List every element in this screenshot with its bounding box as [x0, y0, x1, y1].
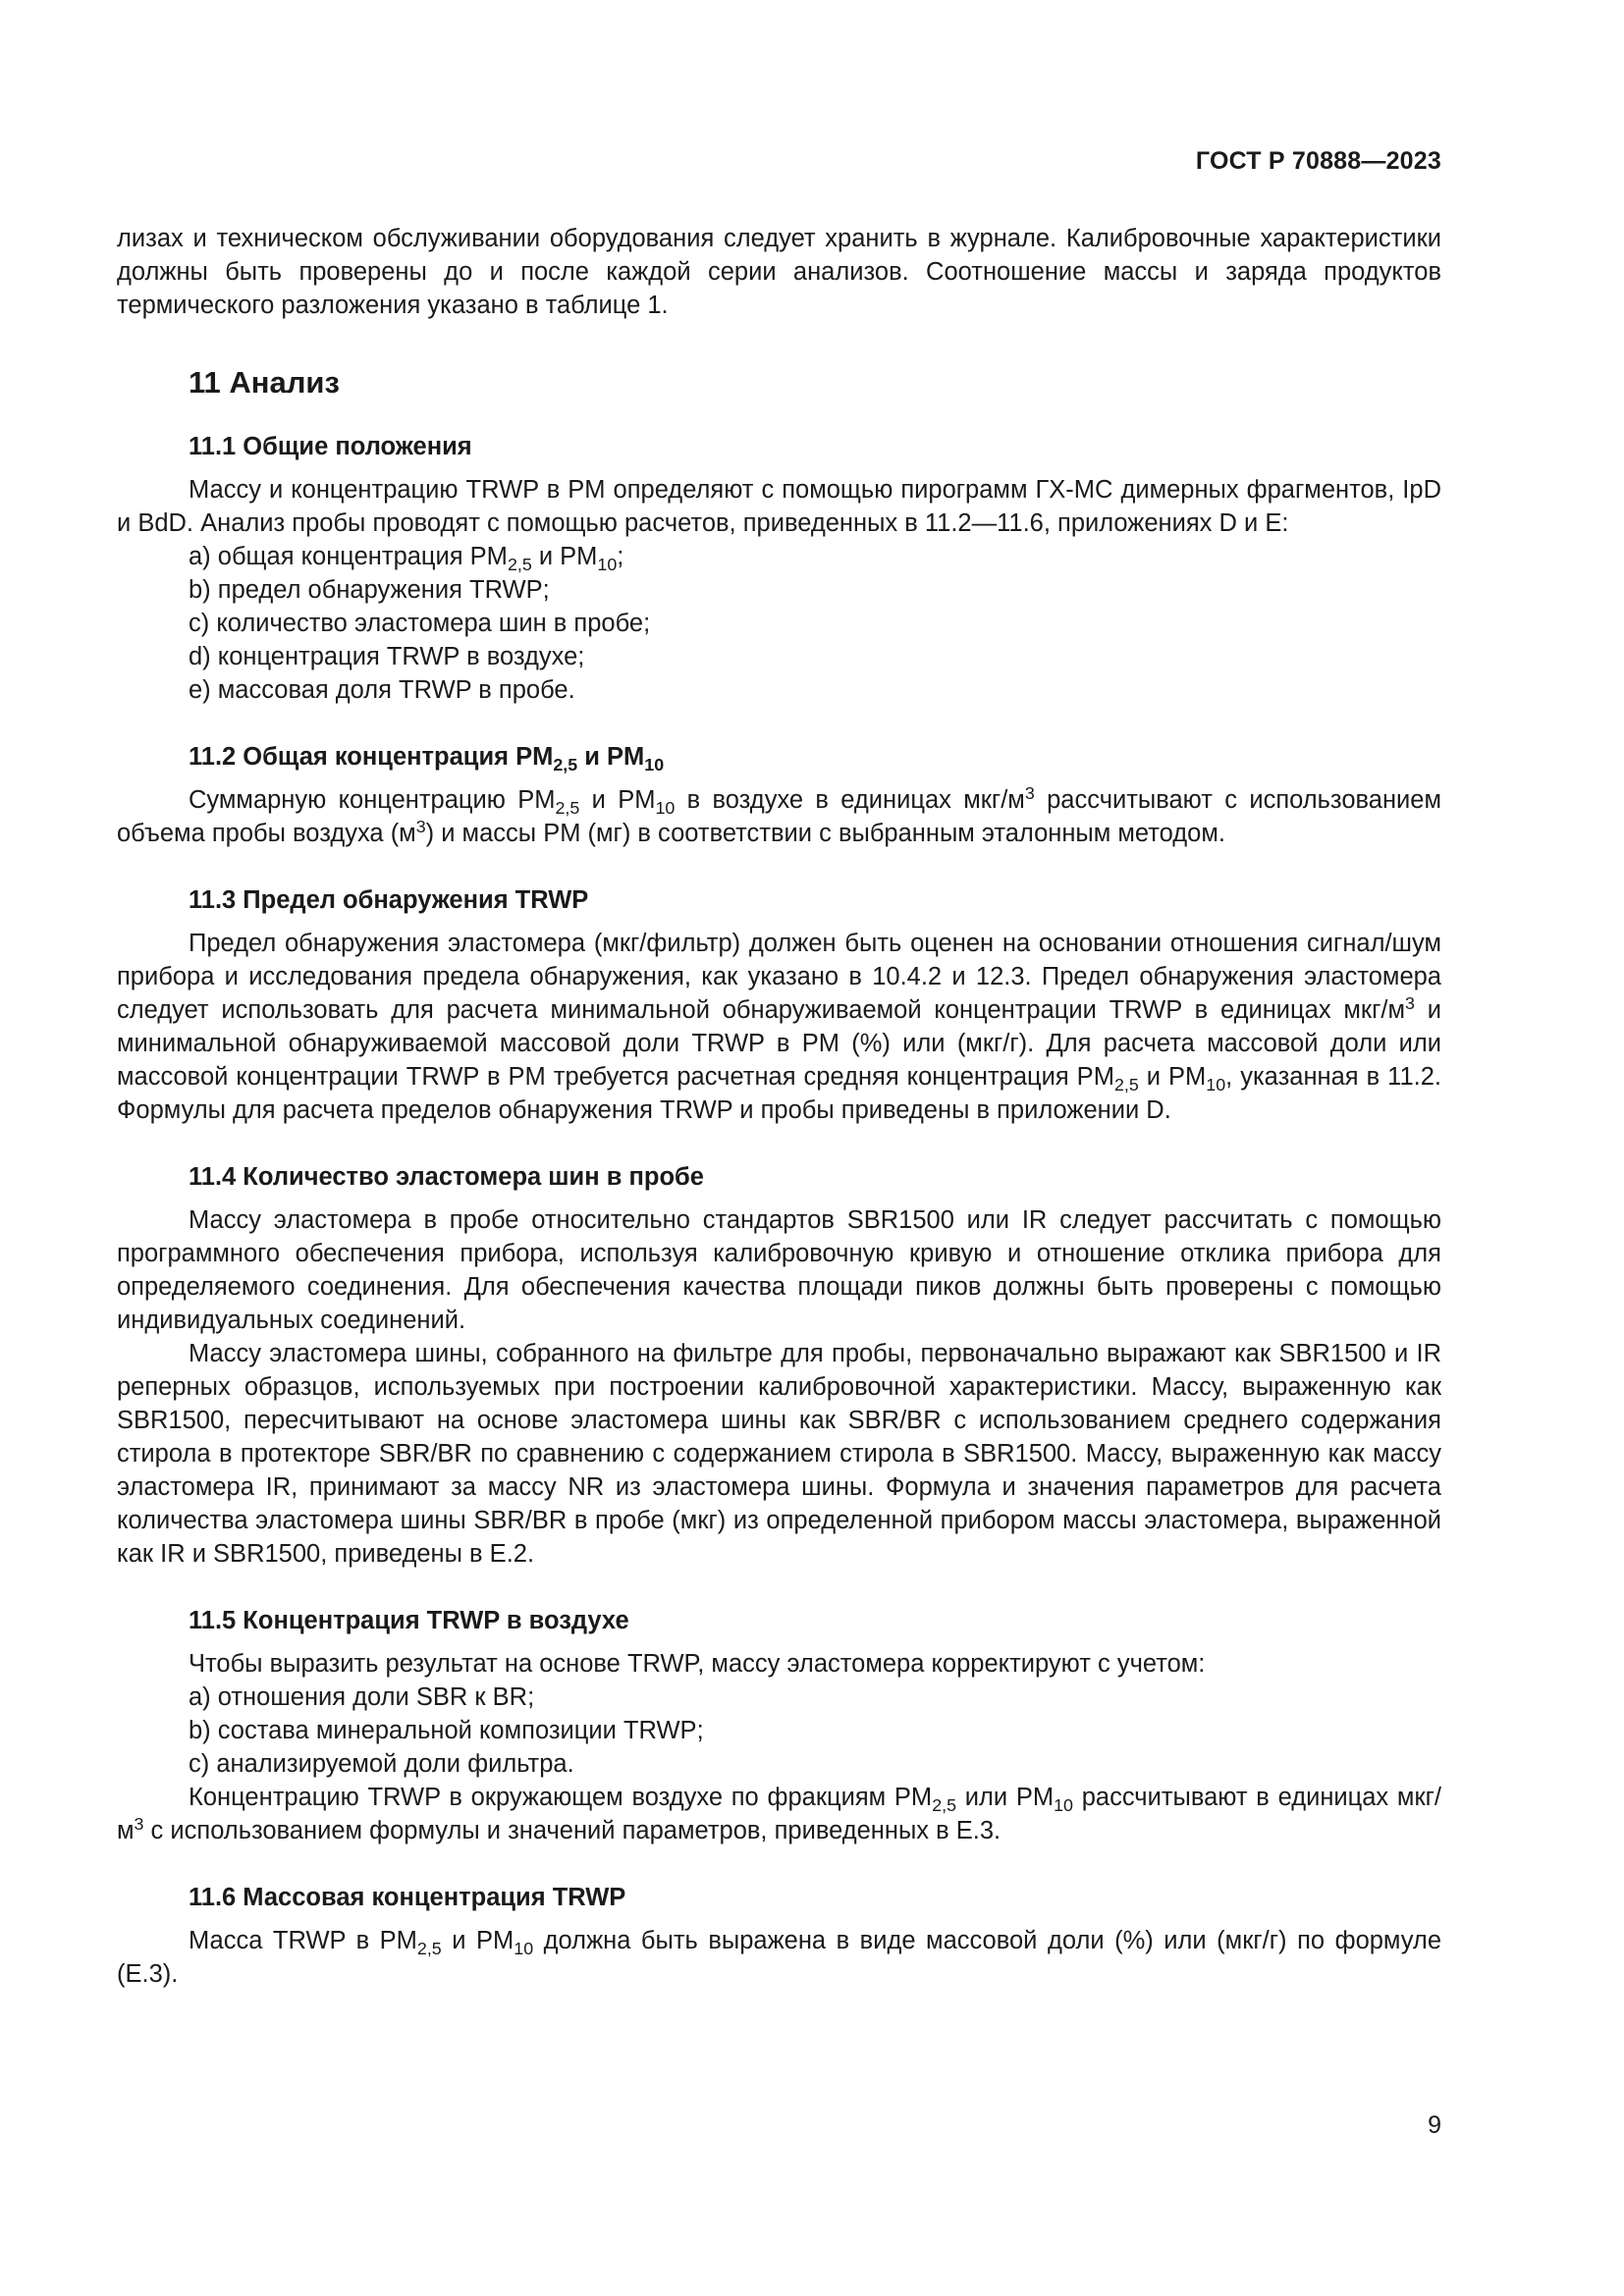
- subsection-11-4-paragraph-2: Массу эластомера шины, собранного на фильтре для пробы, первоначально выражают как SBR1500 и IR реперных образцов, используемых при построении калибровочной характеристики. Массу, выраженную как SBR1500, пересчитывают на основе эластомера шины как SBR/BR с использованием среднего содержания стирола в протекторе SBR/BR по сравнению с содержанием стирола в SBR1500. Массу, выраженную как массу эластомера IR, принимают за массу NR из эластомера шины. Формула и значения параметров для расчета количества эластомера шины SBR/BR в пробе (мкг) из определенной прибором массы эластомера, выраженной как IR и SBR1500, приведены в Е.2.: [117, 1340, 1441, 1568]
- list-item: d) концентрация TRWP в воздухе;: [189, 643, 585, 670]
- page-content: [117, 222, 1441, 1991]
- document-header: ГОСТ Р 70888—2023: [1195, 147, 1441, 175]
- list-item: c) количество эластомера шин в пробе;: [189, 610, 651, 637]
- subsection-11-1-heading: 11.1 Общие положения: [189, 433, 472, 460]
- subsection-11-3-heading: 11.3 Предел обнаружения TRWP: [189, 886, 589, 914]
- subsection-11-5-paragraph-1: Чтобы выразить результат на основе TRWP, массу эластомера корректируют с учетом:: [189, 1650, 1206, 1678]
- list-item: a) общая концентрация $PM_{2,5}$ и $PM_{10}$;: [189, 543, 624, 574]
- list-item: b) состава минеральной композиции TRWP;: [189, 1717, 704, 1744]
- section-11-heading: 11 Анализ: [189, 365, 340, 400]
- list-item: a) отношения доли SBR к BR;: [189, 1683, 535, 1711]
- subsection-11-1-paragraph: Массу и концентрацию TRWP в PM определяют с помощью пирограмм ГХ-МС димерных фрагментов, IpD и BdD. Анализ пробы проводят с помощью расчетов, приведенных в 11.2—11.6, приложениях D и Е:: [117, 476, 1441, 537]
- subsection-11-2-paragraph: Суммарную концентрацию $PM_{2,5}$ и $PM_{10}$ в воздухе в единицах мкг/$м^3$ рассчитывают с использованием объема пробы воздуха $(м^3)$ и массы PM (мг) в соответствии с выбранным эталонным методом.: [117, 783, 1441, 847]
- subsection-11-6-heading: 11.6 Массовая концентрация TRWP: [189, 1884, 626, 1911]
- subsection-11-3-paragraph: Предел обнаружения эластомера (мкг/фильтр) должен быть оценен на основании отношения сигнал/шум прибора и исследования предела обнаружения, как указано в 10.4.2 и 12.3. Предел обнаружения эластомера следует использовать для расчета минимальной обнаруживаемой концентрации TRWP в единицах мкг/$м^3$ и минимальной обнаруживаемой массовой доли TRWP в PM (%) или (мкг/г). Для расчета массовой доли или массовой концентрации TRWP в PM требуется расчетная средняя концентрация $PM_{2,5}$ и $PM_{10}$, указанная в 11.2. Формулы для расчета пределов обнаружения TRWP и пробы приведены в приложении D.: [117, 930, 1441, 1124]
- subsection-11-5-heading: 11.5 Концентрация TRWP в воздухе: [189, 1607, 629, 1634]
- subsection-11-4-heading: 11.4 Количество эластомера шин в пробе: [189, 1163, 704, 1191]
- list-item: c) анализируемой доли фильтра.: [189, 1750, 574, 1778]
- list-item: b) предел обнаружения TRWP;: [189, 576, 550, 604]
- subsection-11-2-heading: 11.2 Общая концентрация $PM_{2,5}$ и $PM_{10}$: [189, 743, 665, 774]
- intro-paragraph: лизах и техническом обслуживании оборудования следует хранить в журнале. Калибровочные характеристики должны быть проверены до и после каждой серии анализов. Соотношение массы и заряда продуктов термического разложения указано в таблице 1.: [117, 225, 1441, 319]
- list-item: e) массовая доля TRWP в пробе.: [189, 676, 575, 704]
- page-number: 9: [1428, 2111, 1441, 2139]
- subsection-11-4-paragraph-1: Массу эластомера в пробе относительно стандартов SBR1500 или IR следует рассчитать с помощью программного обеспечения прибора, используя калибровочную кривую и отношение отклика прибора для определяемого соединения. Для обеспечения качества площади пиков должны быть проверены с помощью индивидуальных соединений.: [117, 1206, 1441, 1334]
- subsection-11-5-paragraph-2: Концентрацию TRWP в окружающем воздухе по фракциям $PM_{2,5}$ или $PM_{10}$ рассчитывают в единицах мкг/$м^3$ с использованием формулы и значений параметров, приведенных в Е.3.: [117, 1784, 1442, 1844]
- subsection-11-6-paragraph: Масса TRWP в $PM_{2,5}$ и $PM_{10}$ должна быть выражена в виде массовой доли (%) или (мкг/г) по формуле (Е.3).: [117, 1927, 1441, 1988]
